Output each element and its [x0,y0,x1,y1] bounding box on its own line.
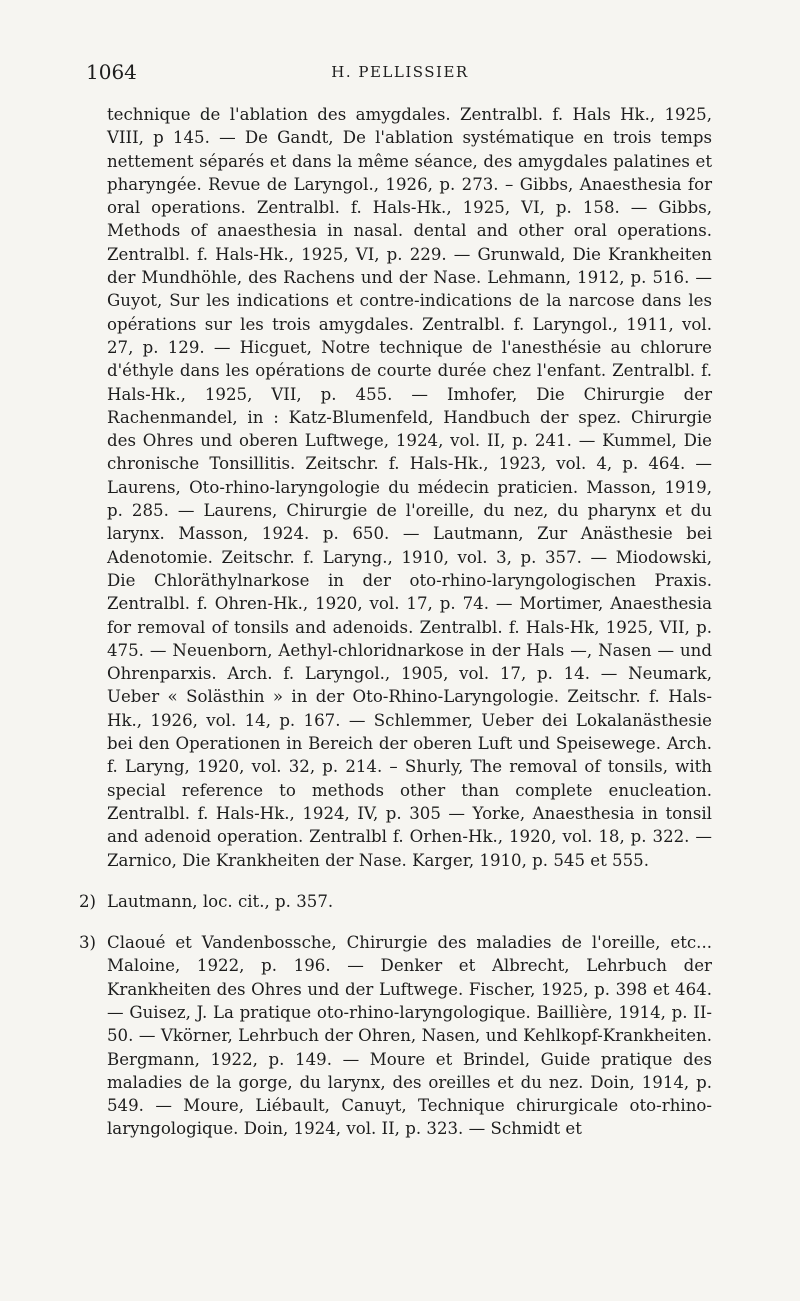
footnote-number: 3) [79,933,97,953]
footnote-3 [79,931,712,1141]
page-body [79,103,712,1141]
footnote-text: Claoué et Vandenbossche, Chirurgie des maladies de l'oreille, etc... Maloine, 1922, p. 196. — Denker et Albrecht, Lehrbuch der Krankheiten des Ohres und der Luftwege. Fischer, 1925, p. 398 et 464. — Guisez, J. La pratique oto-rhino-laryngologique. Baillière, 1914, p. II-50. — Vkörner, Lehrbuch der Ohren, Nasen, und Kehlkopf-Krankheiten. Bergmann, 1922, p. 149. — Moure et Brindel, Guide pratique des maladies de la gorge, du larynx, des oreilles et du nez. Doin, 1914, p. 549. — Moure, Liébault, Canuyt, Technique chirurgicale oto-rhino-laryngologique. Doin, 1924, vol. II, p. 323. — Schmidt et [107,933,712,1139]
bibliography-paragraph: technique de l'ablation des amygdales. Zentralbl. f. Hals Hk., 1925, VIII, p 145. — De Gandt, De l'ablation systématique en trois temps nettement séparés et dans la même séance, des amygdales palatines et pharyngée. Revue de Laryngol., 1926, p. 273. – Gibbs, Anaesthesia for oral operations. Zentralbl. f. Hals-Hk., 1925, VI, p. 158. — Gibbs, Methods of anaesthesia in nasal. dental and other oral operations. Zentralbl. f. Hals-Hk., 1925, VI, p. 229. — Grunwald, Die Krankheiten der Mundhöhle, des Rachens und der Nase. Lehmann, 1912, p. 516. — Guyot, Sur les indications et contre-indications de la narcose dans les opérations sur les trois amygdales. Zentralbl. f. Laryngol., 1911, vol. 27, p. 129. — Hicguet, Notre technique de l'anesthésie au chlorure d'éthyle dans les opérations de courte durée chez l'enfant. Zentralbl. f. Hals-Hk., 1925, VII, p. 455. — Imhofer, Die Chirurgie der Rachenmandel, in : Katz-Blumenfeld, Handbuch der spez. Chirurgie des Ohres und oberen Luftwege, 1924, vol. II, p. 241. — Kummel, Die chronische Tonsillitis. Zeitschr. f. Hals-Hk., 1923, vol. 4, p. 464. —Laurens, Oto-rhino-laryngologie du médecin praticien. Masson, 1919, p. 285. — Laurens, Chirurgie de l'oreille, du nez, du pharynx et du larynx. Masson, 1924. p. 650. — Lautmann, Zur Anästhesie bei Adenotomie. Zeitschr. f. Laryng., 1910, vol. 3, p. 357. — Miodowski, Die Chloräthylnarkose in der oto-rhino-laryngologischen Praxis. Zentralbl. f. Ohren-Hk., 1920, vol. 17, p. 74. — Mortimer, Anaesthesia for removal of tonsils and adenoids. Zentralbl. f. Hals-Hk, 1925, VII, p. 475. — Neuenborn, Aethyl-chloridnarkose in der Hals —, Nasen — und Ohrenparxis. Arch. f. Laryngol., 1905, vol. 17, p. 14. — Neumark, Ueber « Solästhin » in der Oto-Rhino-Laryngologie. Zeitschr. f. Hals-Hk., 1926, vol. 14, p. 167. — Schlemmer, Ueber dei Lokalanästhesie bei den Operationen in Bereich der oberen Luft und Speisewege. Arch. f. Laryng, 1920, vol. 32, p. 214. – Shurly, The removal of tonsils, with special reference to methods other than complete enucleation. Zentralbl. f. Hals-Hk., 1924, IV, p. 305 — Yorke, Anaesthesia in tonsil and adenoid operation. Zentralbl f. Orhen-Hk., 1920, vol. 18, p. 322. — Zarnico, Die Krankheiten der Nase. Karger, 1910, p. 545 et 555. [107,105,712,870]
footnote-text: Lautmann, loc. cit., p. 357. [107,891,334,911]
page-header [86,60,714,88]
footnote-number: 2) [79,891,97,911]
running-head: H. PELLISSIER [331,63,469,81]
page-number: 1064 [86,60,137,84]
footnote-2 [79,890,712,913]
